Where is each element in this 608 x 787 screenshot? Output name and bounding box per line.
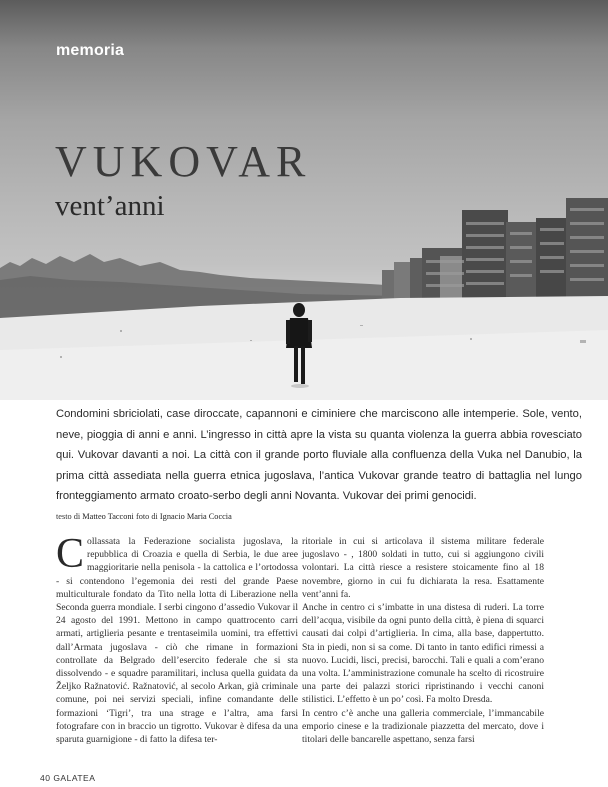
byline-text-label: testo di bbox=[56, 512, 81, 521]
section-label: memoria bbox=[56, 42, 125, 59]
apartment-blocks bbox=[382, 198, 608, 302]
body-column-right bbox=[302, 535, 544, 746]
byline bbox=[56, 512, 232, 521]
byline-photo-label: foto di bbox=[135, 512, 158, 521]
body-text: ollassata la Federazione socialista jugoslava, la repubblica di Croazia e quella di Serbia, le due aree maggioritarie nella penisola - la cattolica e l’ortodossa - si contendono l’egemonia dei resti del grande Paese multiculturale fondato da Tito nella lotta di Liberazione nella Seconda guerra mondiale. I serbi cingono d’assedio Vukovar il 24 agosto del 1991. Mettono in campo quattrocento carri armati, artiglieria pesante e trentaseimila uomini, tra effettivi dall’Armata jugoslava - ciò che rimane in formazioni controllate da Belgrado dell’esercito federale che si sta dissolvendo - e squadre paramilitari, inclusa quella guidata da Željko Ražnatović. Ražnatović, al secolo Arkan, già criminale comune, poi nei servizi speciali, infine comandante delle formazioni ‘Tigri’, tra una strage e l’altra, ama farsi fotografare con in braccio un tigrotto. Vukovar è difesa da una sparuta guarnigione - di fatto la difesa ter- bbox=[56, 536, 298, 746]
page-folio: 40 GALATEA bbox=[40, 773, 96, 783]
body-paragraph: In centro c’è anche una galleria commerciale, l’immancabile emporio cinese e la tradizionale piazzetta del mercato, dove i titolari delle bancarelle aspettano, senza farsi bbox=[302, 707, 544, 746]
body-paragraph: Anche in centro ci s’imbatte in una distesa di ruderi. La torre dell’acqua, visibile da ogni punto della città, è piena di squarci causati dai colpi d’artiglieria. In cima, alla base, dappertutto. Sta in piedi, non si sa come. Di tanto in tanto edifici rimessi a nuovo. Lucidi, lisci, precisi, barocchi. Tali e quali a com’erano una volta. L’amministrazione comunale ha scelto di ricostruire una parte dei palazzi storici ripristinando i vecchi canoni stilistici. L’effetto è un po’ così. Fa molto Dresda. bbox=[302, 602, 544, 706]
article-subtitle: vent’anni bbox=[55, 190, 165, 222]
article-title: VUKOVAR bbox=[55, 137, 312, 186]
byline-author: Matteo Tacconi bbox=[82, 512, 134, 521]
body-column-left bbox=[56, 531, 298, 746]
drop-cap: C bbox=[56, 531, 85, 577]
body-paragraph: ritoriale in cui si articolava il sistema militare federale jugoslavo - , 1800 soldati in tutto, cui si aggiungono civili volontari. La città riesce a resistere stoicamente fino al 18 novembre, giorno in cui fu dichiarata la resa. Esattamente vent’anni fa. bbox=[302, 536, 544, 600]
lead-paragraph: Condomini sbriciolati, case diroccate, capannoni e ciminiere che marciscono alle intemperie. Sole, vento, neve, pioggia di anni e anni. L’ingresso in città apre la vista su quanta violenza la guerra abbia rovesciato qui. Vukovar davanti a noi. La città con il grande porto fluviale alla confluenza della Vuka nel Danubio, la prima città assediata nella guerra etnica jugoslava, l’antica Vukovar grande teatro di battaglia nel lungo fronteggiamento armato croato-serbo degli anni Novanta. Vukovar dei primi genocidi. bbox=[56, 408, 582, 503]
byline-photographer: Ignacio Maria Coccia bbox=[159, 512, 232, 521]
body-paragraph bbox=[56, 531, 298, 746]
